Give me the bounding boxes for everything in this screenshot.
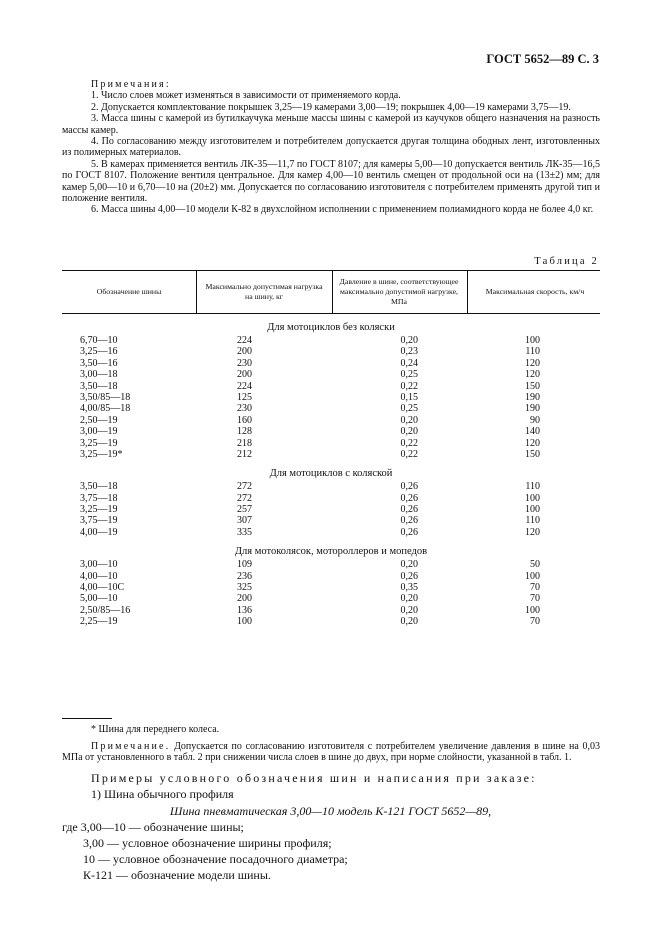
cell-designation: 2,25—19 [80, 616, 118, 628]
cell-pressure: 0,26 [400, 515, 418, 527]
cell-load: 257 [237, 504, 252, 516]
cell-load: 200 [237, 346, 252, 358]
cell-designation: 2,50—19 [80, 414, 118, 426]
cell-load: 125 [237, 391, 252, 403]
table-row [62, 571, 600, 582]
table-row [62, 515, 600, 526]
cell-load: 212 [237, 448, 252, 460]
table-row [62, 582, 600, 593]
cell-load: 272 [237, 481, 252, 493]
cell-load: 160 [237, 414, 252, 426]
cell-designation: 3,50—18 [80, 380, 118, 392]
cell-load: 224 [237, 380, 252, 392]
table-row [62, 358, 600, 369]
table-row [62, 449, 600, 460]
table-row [62, 403, 600, 414]
cell-pressure: 0,22 [400, 380, 418, 392]
cell-speed: 110 [525, 515, 540, 527]
cell-designation: 4,00—10 [80, 570, 118, 582]
examples-designation: Шина пневматическая 3,00—10 модель К-121 ГОСТ 5652—89, [169, 804, 492, 818]
table-body [62, 322, 600, 628]
examples-line: где 3,00—10 — обозначение шины; [62, 820, 244, 834]
table-row [62, 605, 600, 616]
note-2-label: Примечание. [91, 741, 171, 752]
cell-load: 325 [237, 582, 252, 594]
cell-pressure: 0,23 [400, 346, 418, 358]
cell-designation: 5,00—10 [80, 593, 118, 605]
examples-title: Примеры условного обозначения шин и написания при заказе: [91, 771, 537, 785]
cell-designation: 3,00—18 [80, 369, 118, 381]
cell-load: 109 [237, 559, 252, 571]
cell-pressure: 0,25 [400, 403, 418, 415]
cell-pressure: 0,20 [400, 559, 418, 571]
cell-speed: 100 [525, 504, 540, 516]
cell-designation: 3,50/85—18 [80, 391, 131, 403]
cell-pressure: 0,24 [400, 357, 418, 369]
cell-speed: 100 [525, 492, 540, 504]
note-item: 6. Масса шины 4,00—10 модели К-82 в двухслойном исполнении с применением полиамидного корда не более 4,0 кг. [91, 204, 594, 216]
cell-designation: 4,00—19 [80, 526, 118, 538]
cell-pressure: 0,20 [400, 604, 418, 616]
cell-speed: 110 [525, 481, 540, 493]
cell-speed: 140 [525, 426, 540, 438]
cell-speed: 120 [525, 526, 540, 538]
cell-designation: 3,50—16 [80, 357, 118, 369]
cell-speed: 50 [530, 559, 540, 571]
cell-designation: 3,25—19 [80, 437, 118, 449]
cell-load: 136 [237, 604, 252, 616]
cell-load: 272 [237, 492, 252, 504]
cell-pressure: 0,35 [400, 582, 418, 594]
cell-pressure: 0,20 [400, 426, 418, 438]
cell-load: 128 [237, 426, 252, 438]
cell-load: 335 [237, 526, 252, 538]
table-header [62, 271, 600, 314]
cell-speed: 100 [525, 604, 540, 616]
cell-load: 307 [237, 515, 252, 527]
cell-load: 100 [237, 616, 252, 628]
table-row [62, 593, 600, 604]
section-title: Для мотоколясок, мотороллеров и мопедов [234, 546, 428, 558]
table-row [62, 527, 600, 538]
cell-speed: 150 [525, 380, 540, 392]
cell-pressure: 0,26 [400, 481, 418, 493]
cell-load: 200 [237, 593, 252, 605]
col-header-load: Максимально допустимая нагрузка на шину, кг [205, 282, 323, 301]
cell-speed: 190 [525, 403, 540, 415]
table-row [62, 392, 600, 403]
cell-speed: 100 [525, 335, 540, 346]
table-row [62, 438, 600, 449]
cell-designation: 3,75—19 [80, 515, 118, 527]
table-row [62, 504, 600, 515]
cell-pressure: 0,26 [400, 504, 418, 516]
examples-item: 1) Шина обычного профиля [91, 787, 234, 801]
cell-designation: 3,25—16 [80, 346, 118, 358]
section-title: Для мотоциклов с коляской [269, 468, 393, 480]
cell-pressure: 0,26 [400, 570, 418, 582]
note-2 [62, 741, 600, 764]
cell-designation: 2,50/85—16 [80, 604, 131, 616]
cell-speed: 150 [525, 448, 540, 460]
column-divider [467, 271, 468, 313]
cell-pressure: 0,22 [400, 448, 418, 460]
cell-pressure: 0,22 [400, 437, 418, 449]
tire-table [62, 270, 600, 628]
cell-load: 224 [237, 335, 252, 346]
cell-designation: 3,25—19 [80, 504, 118, 516]
column-divider [332, 271, 333, 313]
table-caption: Таблица 2 [534, 256, 599, 267]
cell-load: 230 [237, 403, 252, 415]
cell-designation: 3,75—18 [80, 492, 118, 504]
cell-designation: 4,00/85—18 [80, 403, 131, 415]
examples-line: 3,00 — условное обозначение ширины профиля; [83, 836, 332, 850]
section-title: Для мотоциклов без коляски [267, 322, 395, 333]
footnote: * Шина для переднего колеса. [91, 724, 220, 735]
col-header-designation: Обозначение шины [96, 287, 162, 296]
cell-speed: 70 [530, 593, 540, 605]
table-row [62, 335, 600, 346]
cell-pressure: 0,20 [400, 414, 418, 426]
table-row [62, 369, 600, 380]
footnote-divider [62, 718, 112, 719]
cell-pressure: 0,20 [400, 616, 418, 628]
notes-block [62, 79, 600, 216]
cell-pressure: 0,15 [400, 391, 418, 403]
table-row [62, 426, 600, 437]
cell-pressure: 0,20 [400, 335, 418, 346]
cell-speed: 120 [525, 437, 540, 449]
note-2-text: Допускается по согласованию изготовителя с потребителем увеличение давления в шине на 0,03 МПа от установленного в табл. 2 при снижении числа слоев в шине до двух, при норме слойности, указанной в табл. 1. [62, 741, 601, 764]
note-item: 5. В камерах применяется вентиль ЛК-35—11,7 по ГОСТ 8107; для камеры 5,00—10 допускается вентиль ЛК-35—16,5 по ГОСТ 8107. Положение вентиля центральное. Для камер 4,00—10 вентиль смещен от продольной оси на (13±2) мм; для камер 5,00—10 и 6,70—10 на (20±2) мм. Допускается по согласованию изготовителя с потребителем применять другой тип и положение вентиля. [62, 158, 600, 205]
cell-designation: 3,00—19 [80, 426, 118, 438]
cell-load: 236 [237, 570, 252, 582]
table-row [62, 381, 600, 392]
table-row [62, 559, 600, 570]
examples-line: 10 — условное обозначение посадочного диаметра; [83, 852, 348, 866]
cell-pressure: 0,20 [400, 593, 418, 605]
cell-speed: 70 [530, 582, 540, 594]
note-item: 3. Масса шины с камерой из бутилкаучука меньше массы шины с камерой из каучуков общего назначения на разность массы камер. [62, 113, 600, 136]
cell-load: 218 [237, 437, 252, 449]
examples-line: К-121 — обозначение модели шины. [83, 868, 271, 882]
cell-designation: 3,00—10 [80, 559, 118, 571]
page-header: ГОСТ 5652—89 С. 3 [486, 52, 599, 66]
cell-designation: 4,00—10С [80, 582, 125, 594]
cell-pressure: 0,25 [400, 369, 418, 381]
note-item: 2. Допускается комплектование покрышек 3,25—19 камерами 3,00—19; покрышек 4,00—19 камерами 3,75—19. [91, 101, 571, 113]
cell-pressure: 0,26 [400, 492, 418, 504]
cell-speed: 120 [525, 357, 540, 369]
cell-speed: 90 [530, 414, 540, 426]
table-row [62, 616, 600, 627]
cell-designation: 3,50—18 [80, 481, 118, 493]
notes-title: Примечания: [91, 79, 171, 90]
col-header-speed: Максимальная скорость, км/ч [485, 287, 585, 296]
cell-speed: 120 [525, 369, 540, 381]
cell-pressure: 0,26 [400, 526, 418, 538]
cell-speed: 70 [530, 616, 540, 628]
col-header-pressure: Давление в шине, соответствующее максимально допустимой нагрузке, МПа [339, 277, 459, 306]
cell-speed: 190 [525, 391, 540, 403]
note-item: 4. По согласованию между изготовителем и потребителем допускается другая толщина ободных лент, изготовленных из полимерных материалов. [62, 136, 600, 159]
table-row [62, 493, 600, 504]
table-row [62, 481, 600, 492]
note-item: 1. Число слоев может изменяться в зависимости от применяемого корда. [91, 90, 401, 102]
cell-speed: 100 [525, 570, 540, 582]
table-row [62, 415, 600, 426]
table-row [62, 346, 600, 357]
cell-designation: 3,25—19* [80, 448, 123, 460]
column-divider [196, 271, 197, 313]
cell-designation: 6,70—10 [80, 335, 118, 346]
cell-speed: 110 [525, 346, 540, 358]
cell-load: 200 [237, 369, 252, 381]
cell-load: 230 [237, 357, 252, 369]
